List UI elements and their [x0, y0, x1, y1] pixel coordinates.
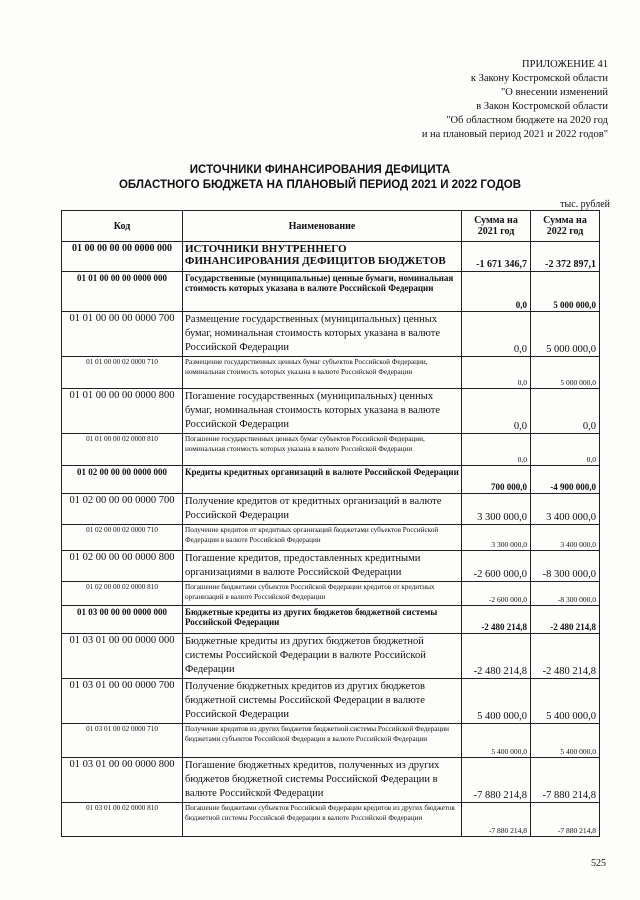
- row-name: ИСТОЧНИКИ ВНУТРЕННЕГО ФИНАНСИРОВАНИЯ ДЕФИЦИТОВ БЮДЖЕТОВ: [183, 242, 462, 272]
- row-sum-2021: 0,0: [462, 357, 531, 389]
- row-code: 01 02 00 00 02 0000 810: [62, 582, 183, 606]
- table-row: [62, 272, 600, 312]
- table-row: [62, 582, 600, 606]
- table-row: [62, 679, 600, 724]
- table-row: [62, 551, 600, 582]
- row-code: 01 03 01 00 00 0000 800: [62, 758, 183, 803]
- appendix-line-3: "О внесении изменений: [501, 87, 608, 98]
- units-label: тыс. рублей: [560, 199, 610, 210]
- row-code: 01 03 01 00 02 0000 810: [62, 803, 183, 837]
- appendix-line-4: в Закон Костромской области: [476, 101, 608, 112]
- row-sum-2022: -2 480 214,8: [531, 634, 600, 679]
- row-name: Погашение государственных ценных бумаг субъектов Российской Федерации, номинальная стоимость которых указана в валюте Российской Федерации: [183, 434, 462, 466]
- row-name: Погашение бюджетных кредитов, полученных из других бюджетов бюджетной системы Российской Федерации в валюте Российской Федерации: [183, 758, 462, 803]
- row-sum-2021: 5 400 000,0: [462, 679, 531, 724]
- table-row: [62, 466, 600, 494]
- row-code: 01 02 00 00 00 0000 700: [62, 494, 183, 525]
- row-name: Размещение государственных ценных бумаг субъектов Российской Федерации, номинальная стоимость которых указана в валюте Российской Федерации: [183, 357, 462, 389]
- row-sum-2022: 5 000 000,0: [531, 312, 600, 357]
- row-sum-2022: 5 000 000,0: [531, 272, 600, 312]
- row-code: 01 02 00 00 02 0000 710: [62, 525, 183, 551]
- row-code: 01 02 00 00 00 0000 800: [62, 551, 183, 582]
- row-name: Бюджетные кредиты из других бюджетов бюджетной системы Российской Федерации: [183, 606, 462, 634]
- row-sum-2021: 3 300 000,0: [462, 525, 531, 551]
- table-header-row: [62, 211, 600, 242]
- table-row: [62, 389, 600, 434]
- row-name: Бюджетные кредиты из других бюджетов бюджетной системы Российской Федерации в валюте Российской Федерации: [183, 634, 462, 679]
- title-line-1: ИСТОЧНИКИ ФИНАНСИРОВАНИЯ ДЕФИЦИТА: [189, 164, 451, 176]
- header-code: Код: [62, 211, 183, 242]
- row-name: Получение бюджетных кредитов из других бюджетов бюджетной системы Российской Федерации в валюте Российской Федерации: [183, 679, 462, 724]
- table-row: [62, 357, 600, 389]
- row-code: 01 01 00 00 02 0000 810: [62, 434, 183, 466]
- row-sum-2022: -7 880 214,8: [531, 758, 600, 803]
- header-sum-2021: Сумма на 2021 год: [462, 211, 531, 242]
- table-row: [62, 242, 600, 272]
- table-row: [62, 525, 600, 551]
- row-sum-2022: 5 400 000,0: [531, 679, 600, 724]
- row-name: Погашение государственных (муниципальных) ценных бумаг, номинальная стоимость которых указана в валюте Российской Федерации: [183, 389, 462, 434]
- row-sum-2021: -1 671 346,7: [462, 242, 531, 272]
- row-sum-2021: -2 480 214,8: [462, 606, 531, 634]
- row-name: Погашение бюджетами субъектов Российской Федерации кредитов от кредитных организаций в валюте Российской Федерации: [183, 582, 462, 606]
- row-sum-2021: 0,0: [462, 434, 531, 466]
- table-row: [62, 758, 600, 803]
- row-code: 01 03 01 00 00 0000 000: [62, 634, 183, 679]
- row-sum-2022: -2 372 897,1: [531, 242, 600, 272]
- row-sum-2022: 0,0: [531, 389, 600, 434]
- row-sum-2022: -7 880 214,8: [531, 803, 600, 837]
- table-row: [62, 494, 600, 525]
- row-code: 01 02 00 00 00 0000 000: [62, 466, 183, 494]
- row-sum-2022: 3 400 000,0: [531, 494, 600, 525]
- row-name: Погашение кредитов, предоставленных кредитными организациями в валюте Российской Федерации: [183, 551, 462, 582]
- header-name: Наименование: [183, 211, 462, 242]
- row-sum-2021: 0,0: [462, 389, 531, 434]
- row-sum-2021: 3 300 000,0: [462, 494, 531, 525]
- table-row: [62, 724, 600, 758]
- table-row: [62, 634, 600, 679]
- appendix-line-2: к Закону Костромской области: [470, 73, 608, 84]
- row-name: Получение кредитов от кредитных организаций бюджетами субъектов Российской Федерации в валюте Российской Федерации: [183, 525, 462, 551]
- row-code: 01 01 00 00 00 0000 000: [62, 272, 183, 312]
- row-sum-2021: 5 400 000,0: [462, 724, 531, 758]
- row-name: Размещение государственных (муниципальных) ценных бумаг, номинальная стоимость которых указана в валюте Российской Федерации: [183, 312, 462, 357]
- row-sum-2022: 5 400 000,0: [531, 724, 600, 758]
- row-sum-2021: -2 600 000,0: [462, 551, 531, 582]
- row-code: 01 01 00 00 02 0000 710: [62, 357, 183, 389]
- row-sum-2021: 700 000,0: [462, 466, 531, 494]
- row-sum-2022: -2 480 214,8: [531, 606, 600, 634]
- row-sum-2022: 5 000 000,0: [531, 357, 600, 389]
- row-sum-2022: -8 300 000,0: [531, 551, 600, 582]
- row-name: Получение кредитов из других бюджетов бюджетной системы Российской Федерации бюджетами субъектов Российской Федерации в валюте Российской Федерации: [183, 724, 462, 758]
- document-title: [0, 163, 640, 193]
- row-code: 01 00 00 00 00 0000 000: [62, 242, 183, 272]
- row-code: 01 03 01 00 00 0000 700: [62, 679, 183, 724]
- table-row: [62, 434, 600, 466]
- row-sum-2021: 0,0: [462, 312, 531, 357]
- table-row: [62, 803, 600, 837]
- table-row: [62, 606, 600, 634]
- appendix-line-6: и на плановый период 2021 и 2022 годов": [421, 129, 608, 140]
- row-sum-2021: -7 880 214,8: [462, 803, 531, 837]
- row-code: 01 03 00 00 00 0000 000: [62, 606, 183, 634]
- row-sum-2022: 3 400 000,0: [531, 525, 600, 551]
- row-code: 01 01 00 00 00 0000 700: [62, 312, 183, 357]
- row-sum-2021: -7 880 214,8: [462, 758, 531, 803]
- row-sum-2021: 0,0: [462, 272, 531, 312]
- financing-sources-table: [61, 210, 600, 837]
- appendix-line-5: "Об областном бюджете на 2020 год: [446, 115, 608, 126]
- appendix-header: [422, 58, 608, 142]
- row-name: Государственные (муниципальные) ценные бумаги, номинальная стоимость которых указана в валюте Российской Федерации: [183, 272, 462, 312]
- title-line-2: ОБЛАСТНОГО БЮДЖЕТА НА ПЛАНОВЫЙ ПЕРИОД 2021 И 2022 ГОДОВ: [118, 179, 522, 191]
- row-sum-2021: -2 480 214,8: [462, 634, 531, 679]
- row-code: 01 03 01 00 02 0000 710: [62, 724, 183, 758]
- row-sum-2021: -2 600 000,0: [462, 582, 531, 606]
- row-name: Кредиты кредитных организаций в валюте Российской Федерации: [183, 466, 462, 494]
- row-name: Погашение бюджетами субъектов Российской Федерации кредитов из других бюджетов бюджетной системы Российской Федерации в валюте Российской Федерации: [183, 803, 462, 837]
- table-row: [62, 312, 600, 357]
- page-number: 525: [591, 858, 606, 869]
- row-sum-2022: -8 300 000,0: [531, 582, 600, 606]
- row-code: 01 01 00 00 00 0000 800: [62, 389, 183, 434]
- row-sum-2022: 0,0: [531, 434, 600, 466]
- row-sum-2022: -4 900 000,0: [531, 466, 600, 494]
- row-name: Получение кредитов от кредитных организаций в валюте Российской Федерации: [183, 494, 462, 525]
- appendix-line-1: ПРИЛОЖЕНИЕ 41: [522, 59, 608, 70]
- header-sum-2022: Сумма на 2022 год: [531, 211, 600, 242]
